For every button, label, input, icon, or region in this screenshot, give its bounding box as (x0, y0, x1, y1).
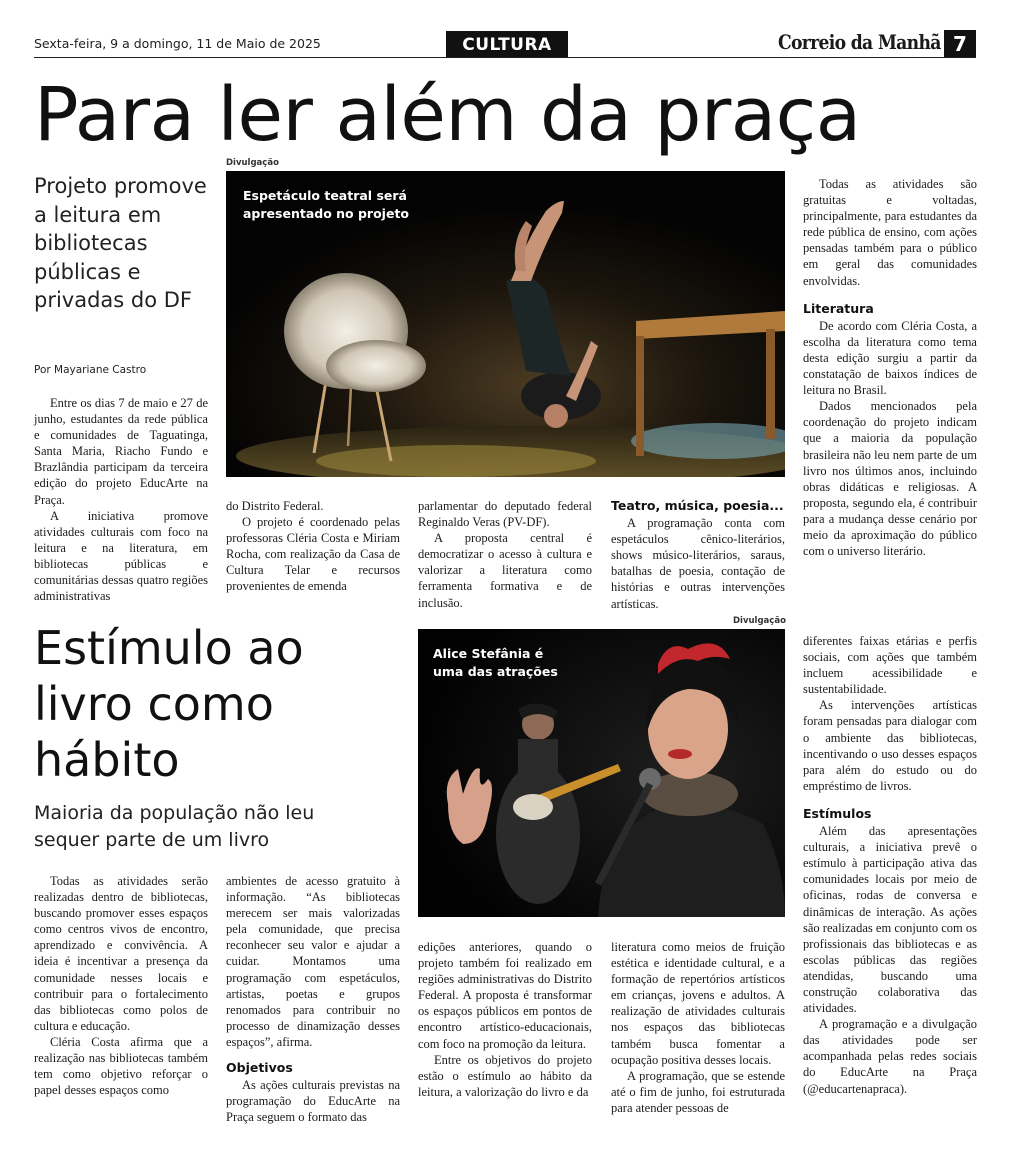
article1-byline: Por Mayariane Castro (34, 364, 147, 376)
subheading-estimulos: Estímulos (803, 805, 872, 821)
paragraph: literatura como meios de fruição estética e identidade cultural, e a formação de repertórios artísticos em crianças, jovens e adultos. A realização de atividades culturais nos espaços das bibliotecas também busca fomentar a ocupação positiva desses locais. (611, 940, 785, 1067)
article1-subhead: Projeto promove a leitura em bibliotecas públicas e privadas do DF (34, 174, 207, 312)
article2-column-2 (226, 873, 400, 1125)
page-number: 7 (944, 30, 976, 58)
paragraph: diferentes faixas etárias e perfis sociais, com ações que também incluem acessibilidade e sustentabilidade. (803, 634, 977, 697)
newspaper-logo: Correio da Manhã (778, 30, 941, 54)
paragraph: A iniciativa promove atividades culturais com foco na leitura e na literatura, em bibliotecas públicas e comunitárias dessas quatro regiões administrativas (34, 508, 208, 604)
paragraph: Dados mencionados pela coordenação do projeto indicam que a maioria da população brasileira não leu nem parte de um livro nos últimos anos, incluindo obras didáticas e religiosas. A proposta, segundo ela, é contribuir para a mudança desse cenário por meio da aproximação do público com o universo literário. (803, 399, 977, 559)
paragraph: A programação, que se estende até o fim de junho, foi estruturada para atender pessoas de (611, 1068, 785, 1115)
subheading-objetivos: Objetivos (226, 1060, 293, 1076)
subheading-teatro: Teatro, música, poesia... (611, 498, 784, 513)
paragraph: De acordo com Cléria Costa, a escolha da literatura como tema desta edição surgiu a partir da constatação de baixos índices de leitura no Brasil. (803, 318, 977, 398)
paragraph: A programação conta com espetáculos cênico-literários, shows músico-literários, saraus, batalhas de poesia, contação de histórias e outras intervenções artísticas. (611, 516, 785, 611)
paragraph: As intervenções artísticas foram pensadas para dialogar com o ambiente das bibliotecas, incentivando o uso desses espaços para além do estudo ou do empréstimo de livros. (803, 698, 977, 793)
paragraph: Entre os objetivos do projeto estão o estímulo ao hábito da leitura, a valorização do livro e da (418, 1052, 592, 1099)
paragraph: O projeto é coordenado pelas professoras Cléria Costa e Miriam Rocha, com realização da Casa de Cultura Telar e recursos provenientes de emenda (226, 515, 400, 594)
article2-subhead: Maioria da população não leu sequer parte de um livro (34, 802, 315, 851)
photo1-credit: Divulgação (226, 158, 279, 168)
paragraph: A proposta central é democratizar o acesso à cultura e valorizar a literatura como ferramenta formativa e de inclusão. (418, 531, 592, 610)
article2-column-4 (611, 939, 785, 1116)
photo-alice-stefania (418, 629, 785, 917)
article2-column-5 (803, 633, 977, 1097)
header-rule (34, 57, 976, 58)
photo2-caption: Alice Stefânia é uma das atrações (433, 646, 558, 679)
article1-column-4 (611, 498, 785, 612)
paragraph: ambientes de acesso gratuito à informação. “As bibliotecas merecem ser mais valorizadas pela comunidade, que precisa reconhecer seu valor e ajudar a cuidar. Montamos uma programação com espetáculos, artistas, poetas e grupos renomados para contribuir no processo de dinamização desses espaços”, afirma. (226, 874, 400, 1049)
paragraph: Entre os dias 7 de maio e 27 de junho, estudantes da rede pública e comunidades de Taguatinga, Santa Maria, Riacho Fundo e Brazlândia participam da terceira edição do projeto EducArte na Praça. (34, 396, 208, 507)
paragraph: As ações culturais previstas na programação do EducArte na Praça seguem o formato das (226, 1078, 400, 1125)
paragraph: Todas as atividades são gratuitas e voltadas, principalmente, para estudantes da rede pública de ensino, com ações pensadas também para o público em geral das comunidades envolvidas. (803, 177, 977, 288)
photo2-credit: Divulgação (733, 616, 786, 626)
paragraph: Cléria Costa afirma que a realização nas bibliotecas também tem como objetivo reforçar o papel desses espaços como (34, 1034, 208, 1098)
photo1-caption: Espetáculo teatral será apresentado no projeto (243, 188, 410, 221)
issue-date: Sexta-feira, 9 a domingo, 11 de Maio de 2025 (34, 36, 321, 51)
paragraph: do Distrito Federal. (226, 499, 324, 513)
article2-column-3 (418, 939, 592, 1100)
photo-theater-performance (226, 171, 785, 477)
article1-column-3 (418, 498, 592, 611)
paragraph: Todas as atividades serão realizadas dentro de bibliotecas, buscando promover esses espaços como centros vivos de encontro, aprendizado e convivência. A ideia é incentivar a presença da comunidade nesses locais e contribuir para o fortalecimento das bibliotecas como polos de cultura e educação. (34, 874, 208, 1033)
article1-column-5 (803, 176, 977, 559)
article1-column-1 (34, 395, 208, 604)
section-label: CULTURA (446, 31, 568, 58)
article2-column-1 (34, 873, 208, 1098)
paragraph: A programação e a divulgação das atividades pode ser acompanhada pelas redes sociais do EducArte na Praça (@educartenapraca). (803, 1017, 977, 1096)
article1-headline: Para ler além da praça (34, 72, 861, 158)
subheading-literatura: Literatura (803, 300, 874, 316)
article1-column-2 (226, 498, 400, 595)
paragraph: parlamentar do deputado federal Reginaldo Veras (PV-DF). (418, 499, 592, 530)
paragraph: Além das apresentações culturais, a iniciativa prevê o estímulo à participação ativa das comunidades locais por meio de oficinas, rodas de conversa e dinâmicas de interação. As ações são realizadas em conjunto com os profissionais das bibliotecas e as escolas públicas das regiões atendidas, buscando uma construção colaborativa das atividades. (803, 824, 977, 1016)
article2-headline: Estímulo ao livro como hábito (34, 621, 304, 787)
paragraph: edições anteriores, quando o projeto também foi realizado em regiões administrativas do Distrito Federal. A proposta é transformar os espaços públicos em pontos de encontro artístico-educacionais, com foco na promoção da leitura. (418, 940, 592, 1051)
